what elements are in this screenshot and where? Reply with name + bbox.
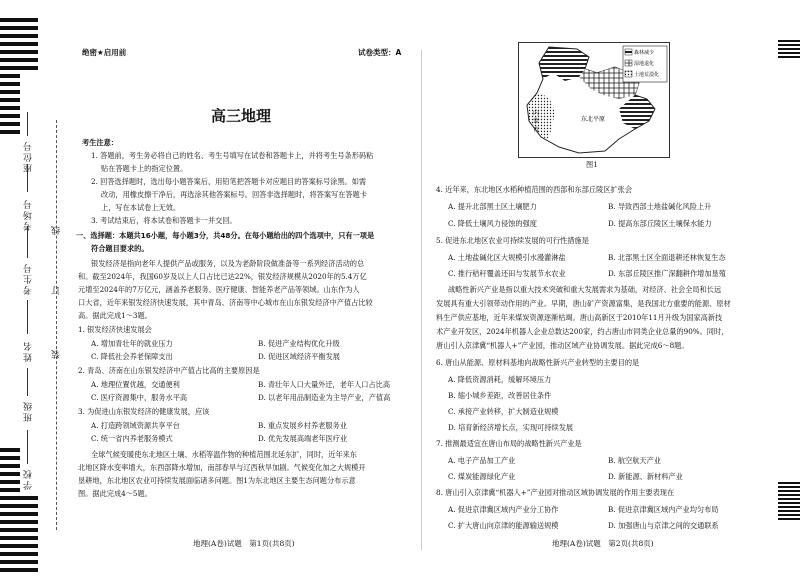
option-b[interactable]: B. 航空航天产业 xyxy=(608,456,661,465)
passage-line: 术产业开发区，2024年机器人企业总数达200家，约占唐山市同类企业总量的90%。同时， xyxy=(436,327,729,336)
question-stem: 1. 银发经济快速发展会 xyxy=(78,325,152,334)
option-c[interactable]: C. 煤炭能源绿化产业 xyxy=(448,472,516,481)
section-heading: 一、选择题：本题共16小题，每小题3分，共48分。在每小题给出的四个选项中，只有一项是 xyxy=(76,231,375,240)
option-d[interactable]: D. 促进区域经济平衡发展 xyxy=(258,352,340,361)
option-d[interactable]: D. 以老年用品制造业为主导产业，产值高 xyxy=(258,393,391,402)
option-b[interactable]: B. 促进京津冀区域内产业均匀布局 xyxy=(608,505,719,514)
page-footer: 地理(A卷)试题 第1页(共8页) xyxy=(193,539,295,548)
legend-item: 森林减少 xyxy=(634,50,655,56)
svg-text:蒙: 蒙 xyxy=(533,118,540,125)
question-stem: 3. 为促进山东银发经济的健康发展，应该 xyxy=(78,407,210,416)
option-a[interactable]: A. 增加青壮年的就业压力 xyxy=(91,339,173,348)
page-footer: 地理(A卷)试题 第2页(共8页) xyxy=(552,539,654,548)
notice-line: 贴在答题卡上的指定位置。 xyxy=(101,164,188,173)
passage-line: 和。截至2024年，我国60岁及以上人口占比已达22%，银发经济规模从2020年的5.4万亿 xyxy=(78,272,367,281)
question-stem: 6. 唐山从能源、原材料基地向战略性新兴产业转型的主要目的是 xyxy=(436,358,640,367)
notice-line: 3. 考试结束后，将本试卷和答题卡一并交回。 xyxy=(91,216,237,225)
line-mark: 线 xyxy=(52,226,62,235)
passage-line: 料生产供应基地，近年来煤炭资源逐渐枯竭。唐山高新区于2010年11月升级为国家高新技 xyxy=(436,313,723,322)
notice-heading: 考生注意： xyxy=(82,138,118,147)
option-c[interactable]: C. 降低社会养老保障支出 xyxy=(91,352,173,361)
class-label: 班级 xyxy=(24,400,34,422)
option-b[interactable]: B. 重点发展乡村养老服务业 xyxy=(258,421,347,430)
binding-dashed-line xyxy=(56,120,57,530)
option-b[interactable]: B. 导致西部土地盐碱化风险上升 xyxy=(608,202,712,211)
passage-line: 图。据此完成4～5题。 xyxy=(78,489,152,498)
option-c[interactable]: C. 统一省内养老服务模式 xyxy=(91,434,173,443)
passage-line: 高。据此完成1～3题。 xyxy=(78,311,152,320)
option-d[interactable]: D. 提高东部丘陵区土壤保水能力 xyxy=(608,219,712,228)
passage-line: 垦耕地，东北地区农业可持续发展面临诸多问题。图1为东北地区主要生态问题分布示意 xyxy=(78,476,356,485)
option-b[interactable]: B. 青壮年人口大量外迁，老年人口占比高 xyxy=(258,380,391,389)
option-d[interactable]: D. 新能源、新材料产业 xyxy=(608,472,683,481)
page-title: 高三地理 xyxy=(211,107,272,125)
passage-line: 口大省，近年来银发经济快速发展，其中青岛、济南等中心城市在山东银发经济中产值占比较 xyxy=(78,298,373,307)
option-c[interactable]: C. 推行秸秆覆盖还田与发展节水农业 xyxy=(448,269,566,278)
legend-item: 土地荒漠化 xyxy=(634,72,660,78)
option-c[interactable]: C. 降低土壤风力侵蚀的强度 xyxy=(448,219,537,228)
svg-text:古: 古 xyxy=(533,126,540,133)
option-d[interactable]: D. 培育新经济增长点，实现可持续发展 xyxy=(448,423,574,432)
passage-line: 元增至2024年的7万亿元，涵盖养老服务、医疗健康、智能养老产品等领域。山东作为人 xyxy=(78,285,360,294)
passage-line: 唐山引入京津冀“机器人+”产业园，推动区域产业协调发展。据此完成6～8题。 xyxy=(436,341,689,350)
option-d[interactable]: D. 优先发展高端老年医疗业 xyxy=(258,434,348,443)
option-a[interactable]: A. 地理位置优越，交通便利 xyxy=(91,380,180,389)
notice-line: 1. 答题前，考生务必将自己的姓名、考生号填写在试卷和答题卡上，并将考生号条形码粘 xyxy=(91,151,374,160)
seal-mark: 订 xyxy=(52,286,62,295)
legend-item: 湿地退化 xyxy=(634,61,655,67)
edge-stripe xyxy=(778,482,800,522)
svg-text:内: 内 xyxy=(533,110,540,117)
northeast-map xyxy=(519,43,669,157)
name-label: 姓名 xyxy=(24,340,34,362)
map-label: 东北平原 xyxy=(581,116,606,123)
option-a[interactable]: A. 电子产品加工产业 xyxy=(448,456,516,465)
figure-caption: 图1 xyxy=(586,160,598,169)
edge-stripe xyxy=(778,40,800,60)
notice-line: 改动，用橡皮擦干净后，再选涂其他答案标号。回答非选择题时，将答案写在答题卡 xyxy=(101,190,367,199)
figure-map xyxy=(518,42,670,158)
question-stem: 7. 推测最适宜在唐山布局的战略性新兴产业是 xyxy=(436,439,582,448)
passage-line: 战略性新兴产业是指以重大技术突破和重大发展需求为基础，对经济、社会全局和长远 xyxy=(448,285,722,294)
option-d[interactable]: D. 东部丘陵区推广深翻耕作增加垦殖 xyxy=(608,269,726,278)
candidate-no-label: 考生号 xyxy=(24,262,34,295)
option-a[interactable]: A. 提升北部黑土区土壤肥力 xyxy=(448,202,537,211)
passage-line: 北地区降水变率增大，东西部降水增加，南部春旱与辽西秋旱加剧。气候变化加之大规模开 xyxy=(78,463,366,472)
option-b[interactable]: B. 缩小城乡差距，改善居住条件 xyxy=(448,391,552,400)
notice-line: 上，写在本试卷上无效。 xyxy=(101,203,181,212)
seat-label: 座位号 xyxy=(24,140,34,173)
bind-mark: 装 xyxy=(52,350,62,359)
option-b[interactable]: B. 促进产业结构优化升级 xyxy=(258,339,340,348)
option-a[interactable]: A. 土地盐碱化区大规模引水漫灌淋盐 xyxy=(448,253,566,262)
question-stem: 2. 青岛、济南在山东银发经济中产值占比高的主要原因是 xyxy=(78,366,260,375)
paper-type-label: 试卷类型：A xyxy=(358,48,402,57)
option-c[interactable]: C. 医疗资源集中，服务水平高 xyxy=(91,393,188,402)
question-stem: 4. 近年来，东北地区水稻种植范围的西部和东部丘陵区扩张会 xyxy=(436,185,633,194)
question-stem: 8. 唐山引入京津冀“机器人+”产业园对推动区域协调发展的作用主要表现在 xyxy=(436,488,675,497)
school-label: 学校 xyxy=(24,468,34,490)
column-divider xyxy=(421,50,422,550)
secret-label: 绝密★启用前 xyxy=(82,48,127,57)
option-a[interactable]: A. 降低资源消耗，缓解环境压力 xyxy=(448,375,552,384)
exam-room-label: 考场号 xyxy=(24,198,34,231)
notice-line: 2. 回答选择题时，选出每小题答案后，用铅笔把答题卡对应题目的答案标号涂黑。如需 xyxy=(91,177,367,186)
passage-line: 发展具有重大引领带动作用的产业。早期，唐山矿产资源富集，是我国北方重要的能源、原材 xyxy=(436,299,731,308)
option-a[interactable]: A. 促进京津冀区域内产业分工协作 xyxy=(448,505,559,514)
question-stem: 5. 促进东北地区农业可持续发展的可行性措施是 xyxy=(436,236,589,245)
option-c[interactable]: C. 扩大唐山向京津的能源输送规模 xyxy=(448,521,559,530)
passage-line: 银发经济是指向老年人提供产品或服务，以及为老龄阶段做准备等一系列经济活动的总 xyxy=(91,259,365,268)
passage-line: 全球气候变暖使东北地区土壤、水稻等温作物的种植范围北延东扩，同时，近年来东 xyxy=(91,450,357,459)
option-d[interactable]: D. 加强唐山与京津之间的交通联系 xyxy=(608,521,719,530)
option-a[interactable]: A. 打造跨领域资源共享平台 xyxy=(91,421,180,430)
option-b[interactable]: B. 北部黑土区全面退耕还林恢复生态 xyxy=(608,253,726,262)
option-c[interactable]: C. 承接产业转移，扩大制造业规模 xyxy=(448,407,559,416)
section-heading-cont: 符合题目要求的。 xyxy=(91,244,149,253)
